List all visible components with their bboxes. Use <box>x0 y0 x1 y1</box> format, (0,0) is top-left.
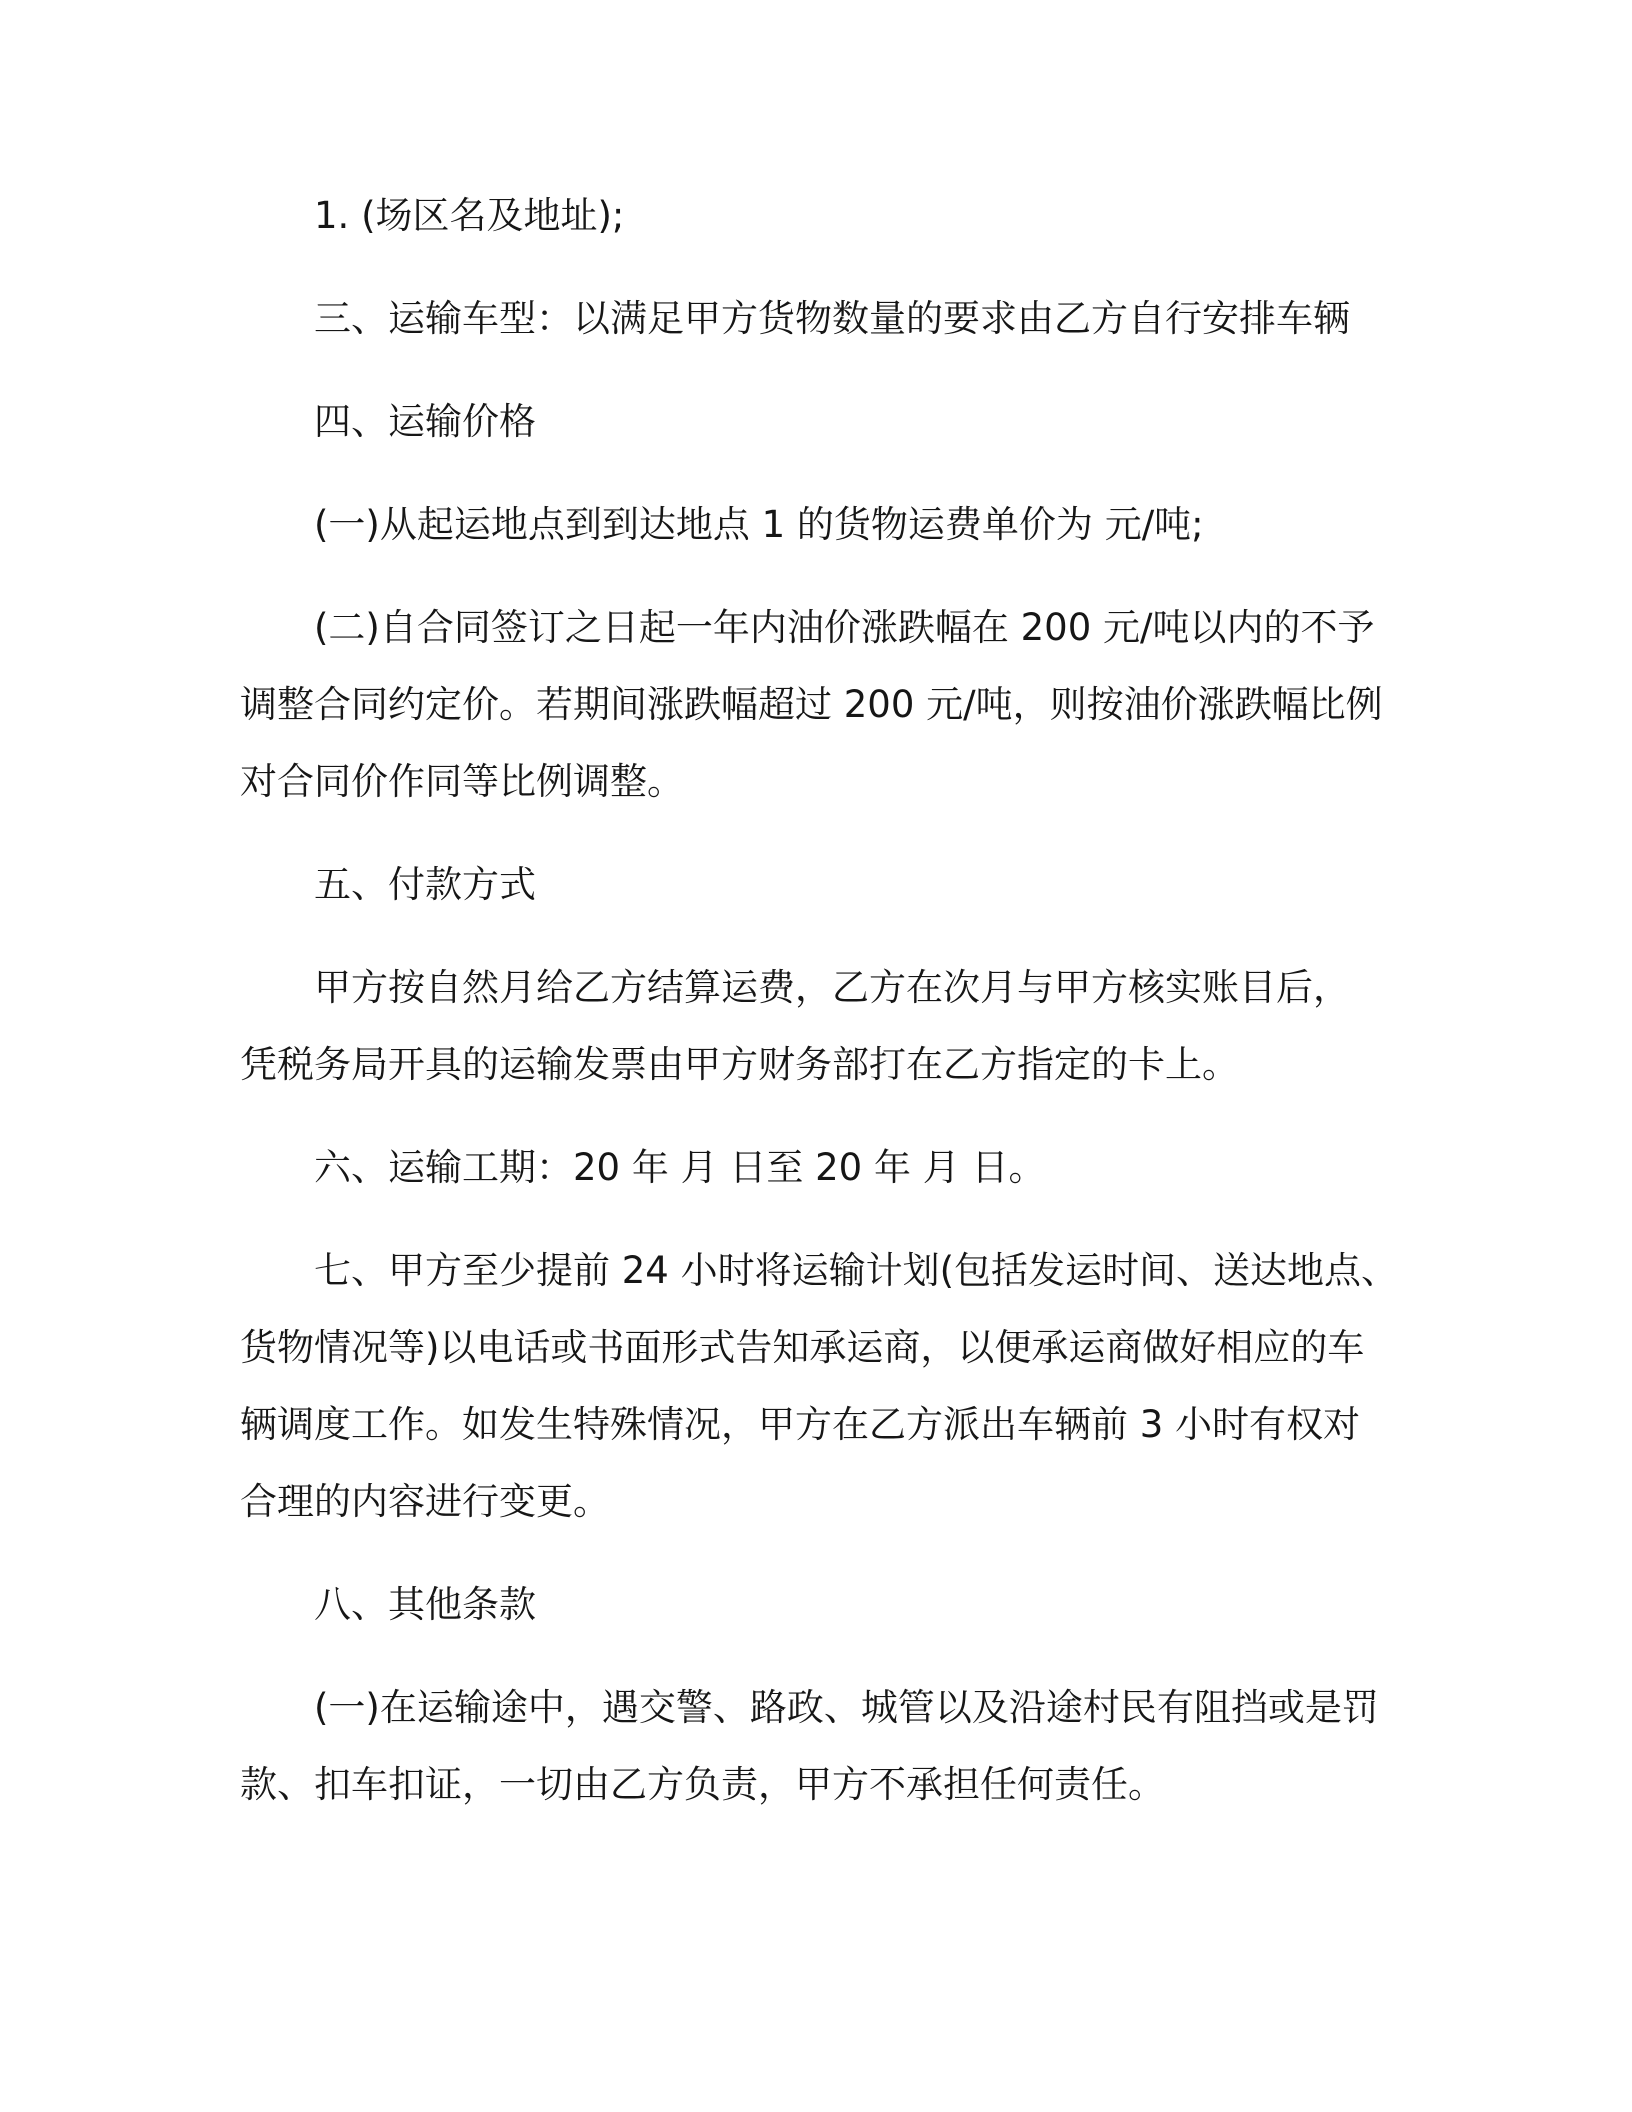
clause-transit-liability <box>240 1669 1440 1823</box>
text-line: 七、甲方至少提前 24 小时将运输计划(包括发运时间、送达地点、 <box>314 1249 1399 1292</box>
text-line: 调整合同约定价。若期间涨跌幅超过 200 元/吨，则按油价涨跌幅比例 <box>240 683 1383 726</box>
site-address-item <box>240 177 1440 254</box>
text-line: 凭税务局开具的运输发票由甲方财务部打在乙方指定的卡上。 <box>240 1043 1239 1086</box>
section-notice <box>240 1232 1440 1540</box>
text-line: 1. (场区名及地址); <box>314 194 625 237</box>
clause-payment <box>240 949 1440 1103</box>
section-heading-price <box>240 383 1440 460</box>
text-line: 甲方按自然月给乙方结算运费，乙方在次月与甲方核实账目后， <box>314 966 1350 1009</box>
text-line: 六、运输工期：20 年 月 日至 20 年 月 日。 <box>314 1146 1046 1189</box>
text-line: 八、其他条款 <box>314 1583 536 1626</box>
clause-price-adjustment <box>240 589 1440 820</box>
section-schedule <box>240 1129 1440 1206</box>
text-line: 辆调度工作。如发生特殊情况，甲方在乙方派出车辆前 3 小时有权对 <box>240 1403 1361 1446</box>
document-page <box>240 177 1440 1849</box>
text-line: 五、付款方式 <box>314 863 536 906</box>
text-line: (一)在运输途中，遇交警、路政、城管以及沿途村民有阻挡或是罚 <box>314 1686 1379 1729</box>
clause-unit-price <box>240 486 1440 563</box>
text-line: (一)从起运地点到到达地点 1 的货物运费单价为 元/吨; <box>314 503 1204 546</box>
section-heading-payment <box>240 846 1440 923</box>
text-line: 货物情况等)以电话或书面形式告知承运商，以便承运商做好相应的车 <box>240 1326 1365 1369</box>
text-line: (二)自合同签订之日起一年内油价涨跌幅在 200 元/吨以内的不予 <box>314 606 1375 649</box>
section-heading-other-terms <box>240 1566 1440 1643</box>
section-vehicle-type <box>240 280 1440 357</box>
text-line: 对合同价作同等比例调整。 <box>240 760 684 803</box>
text-line: 三、运输车型：以满足甲方货物数量的要求由乙方自行安排车辆 <box>314 297 1350 340</box>
text-line: 四、运输价格 <box>314 400 536 443</box>
text-line: 合理的内容进行变更。 <box>240 1480 610 1523</box>
text-line: 款、扣车扣证，一切由乙方负责，甲方不承担任何责任。 <box>240 1763 1165 1806</box>
